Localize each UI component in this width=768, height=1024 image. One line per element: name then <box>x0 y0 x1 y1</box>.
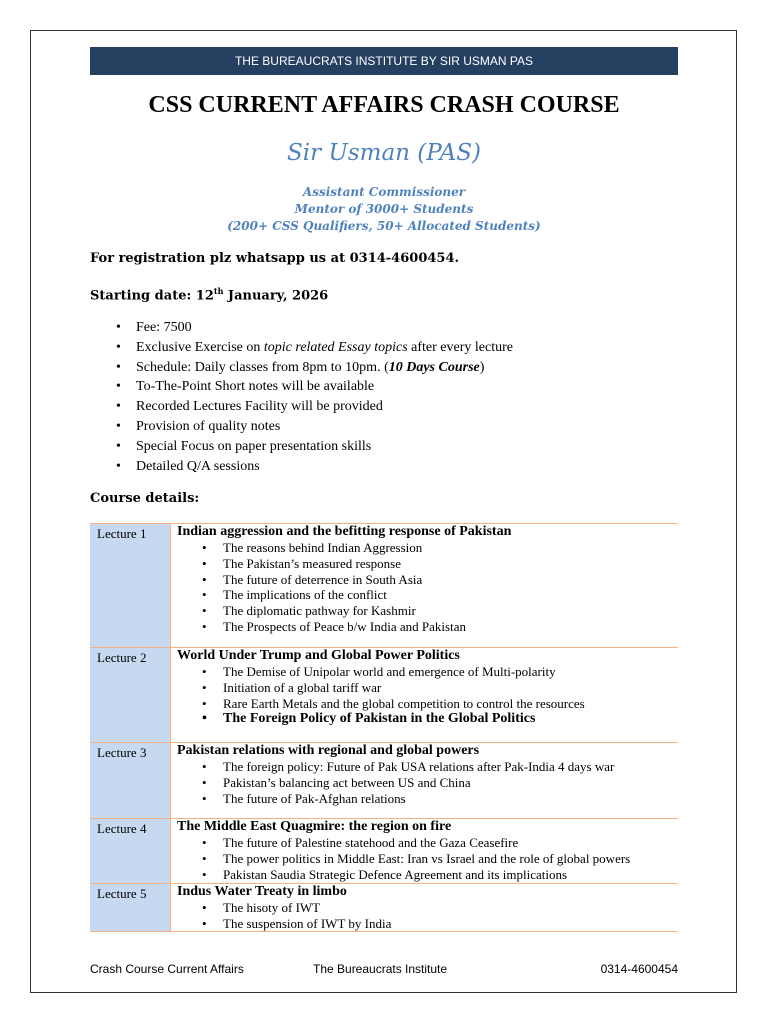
lecture-topics <box>177 759 678 806</box>
list-item: • The diplomatic pathway for Kashmir <box>223 603 678 619</box>
recorded-text: Recorded Lectures Facility will be provided <box>136 399 383 415</box>
list-item: • The reasons behind Indian Aggression <box>223 540 678 556</box>
header-banner <box>90 47 678 75</box>
footer-right: 0314-4600454 <box>600 962 678 976</box>
lecture-body <box>170 819 678 883</box>
table-row <box>90 883 678 932</box>
table-row <box>90 523 678 647</box>
list-item: • The hisoty of IWT <box>223 900 678 916</box>
table-row <box>90 742 678 818</box>
lectures-table <box>90 523 678 932</box>
lecture-topics <box>177 835 678 882</box>
page-title: CSS CURRENT AFFAIRS CRASH COURSE <box>148 92 620 118</box>
list-item <box>136 457 513 477</box>
exercise-post: after every lecture <box>407 339 513 355</box>
notes-text: To-The-Point Short notes will be available <box>136 379 375 395</box>
list-item: • The power politics in Middle East: Iran vs Israel and the role of global powers <box>223 851 678 867</box>
list-item: • The Pakistan’s measured response <box>223 556 678 572</box>
list-item: • The future of Pak-Afghan relations <box>223 791 678 807</box>
start-suffix-sup: th <box>213 286 224 296</box>
list-item <box>136 338 513 358</box>
banner-text: THE BUREAUCRATS INSTITUTE BY SIR USMAN PAS <box>234 54 534 68</box>
lecture-label: Lecture 4 <box>90 819 170 883</box>
list-item <box>136 397 513 417</box>
lecture-body <box>170 743 678 818</box>
list-item: • Pakistan Saudia Strategic Defence Agreement and its implications <box>223 867 678 883</box>
lecture-title: World Under Trump and Global Power Politics <box>177 648 460 663</box>
lecture-topics <box>177 664 678 727</box>
teacher-name: Sir Usman (PAS) <box>287 140 481 166</box>
table-row <box>90 818 678 883</box>
list-item: • The implications of the conflict <box>223 587 678 603</box>
table-row <box>90 647 678 742</box>
credential-line: Mentor of 3000+ Students <box>294 202 474 216</box>
list-item <box>136 377 513 397</box>
list-item: • The suspension of IWT by India <box>223 916 678 932</box>
lecture-topics <box>177 540 678 635</box>
list-item <box>136 318 513 338</box>
list-item <box>136 437 513 457</box>
lecture-body <box>170 524 678 647</box>
credential-line: Assistant Commissioner <box>302 185 466 199</box>
schedule-pre: Schedule: Daily classes from 8pm to 10pm. ( <box>136 359 389 375</box>
schedule-post: ) <box>479 359 485 375</box>
lecture-body <box>170 884 678 931</box>
fee-text: Fee: 7500 <box>136 320 192 335</box>
lecture-label: Lecture 3 <box>90 743 170 818</box>
lecture-title: Pakistan relations with regional and global powers <box>177 743 480 758</box>
list-item: • Rare Earth Metals and the global competition to control the resources <box>223 696 678 712</box>
lecture-topics <box>177 900 678 932</box>
focus-text: Special Focus on paper presentation skills <box>136 438 372 454</box>
starting-date <box>90 286 328 303</box>
list-item: • The future of Palestine statehood and the Gaza Ceasefire <box>223 835 678 851</box>
list-item: • The Foreign Policy of Pakistan in the Global Politics <box>223 711 678 727</box>
course-details-heading: Course details: <box>90 491 200 506</box>
list-item <box>136 417 513 437</box>
list-item: • The future of deterrence in South Asia <box>223 572 678 588</box>
start-prefix: Starting date: 12 <box>90 288 214 304</box>
exercise-em: topic related Essay topics <box>263 339 408 355</box>
list-item <box>136 358 513 378</box>
list-item: • The Demise of Unipolar world and emergence of Multi-polarity <box>223 664 678 680</box>
teacher-credentials <box>0 184 768 235</box>
lecture-label: Lecture 5 <box>90 884 170 931</box>
lecture-title: Indian aggression and the befitting response of Pakistan <box>177 524 512 539</box>
footer-left: Crash Course Current Affairs <box>90 962 244 976</box>
list-item: • The foreign policy: Future of Pak USA relations after Pak-India 4 days war <box>223 759 678 775</box>
lecture-label: Lecture 2 <box>90 648 170 742</box>
lecture-label: Lecture 1 <box>90 524 170 647</box>
list-item: • The Prospects of Peace b/w India and Pakistan <box>223 619 678 635</box>
registration-info: For registration plz whatsapp us at 0314-4600454. <box>90 251 460 266</box>
lecture-body <box>170 648 678 742</box>
start-suffix: January, 2026 <box>223 288 329 304</box>
features-list <box>90 318 513 476</box>
list-item: • Pakistan’s balancing act between US and China <box>223 775 678 791</box>
list-item: • Initiation of a global tariff war <box>223 680 678 696</box>
footer-center: The Bureaucrats Institute <box>313 962 448 976</box>
quality-text: Provision of quality notes <box>136 418 281 434</box>
lecture-title: Indus Water Treaty in limbo <box>177 884 347 899</box>
lecture-title: The Middle East Quagmire: the region on fire <box>177 819 452 834</box>
qa-text: Detailed Q/A sessions <box>136 458 260 474</box>
credential-line: (200+ CSS Qualifiers, 50+ Allocated Students) <box>227 219 541 233</box>
schedule-em: 10 Days Course <box>388 359 480 375</box>
exercise-pre: Exclusive Exercise on <box>136 339 264 355</box>
